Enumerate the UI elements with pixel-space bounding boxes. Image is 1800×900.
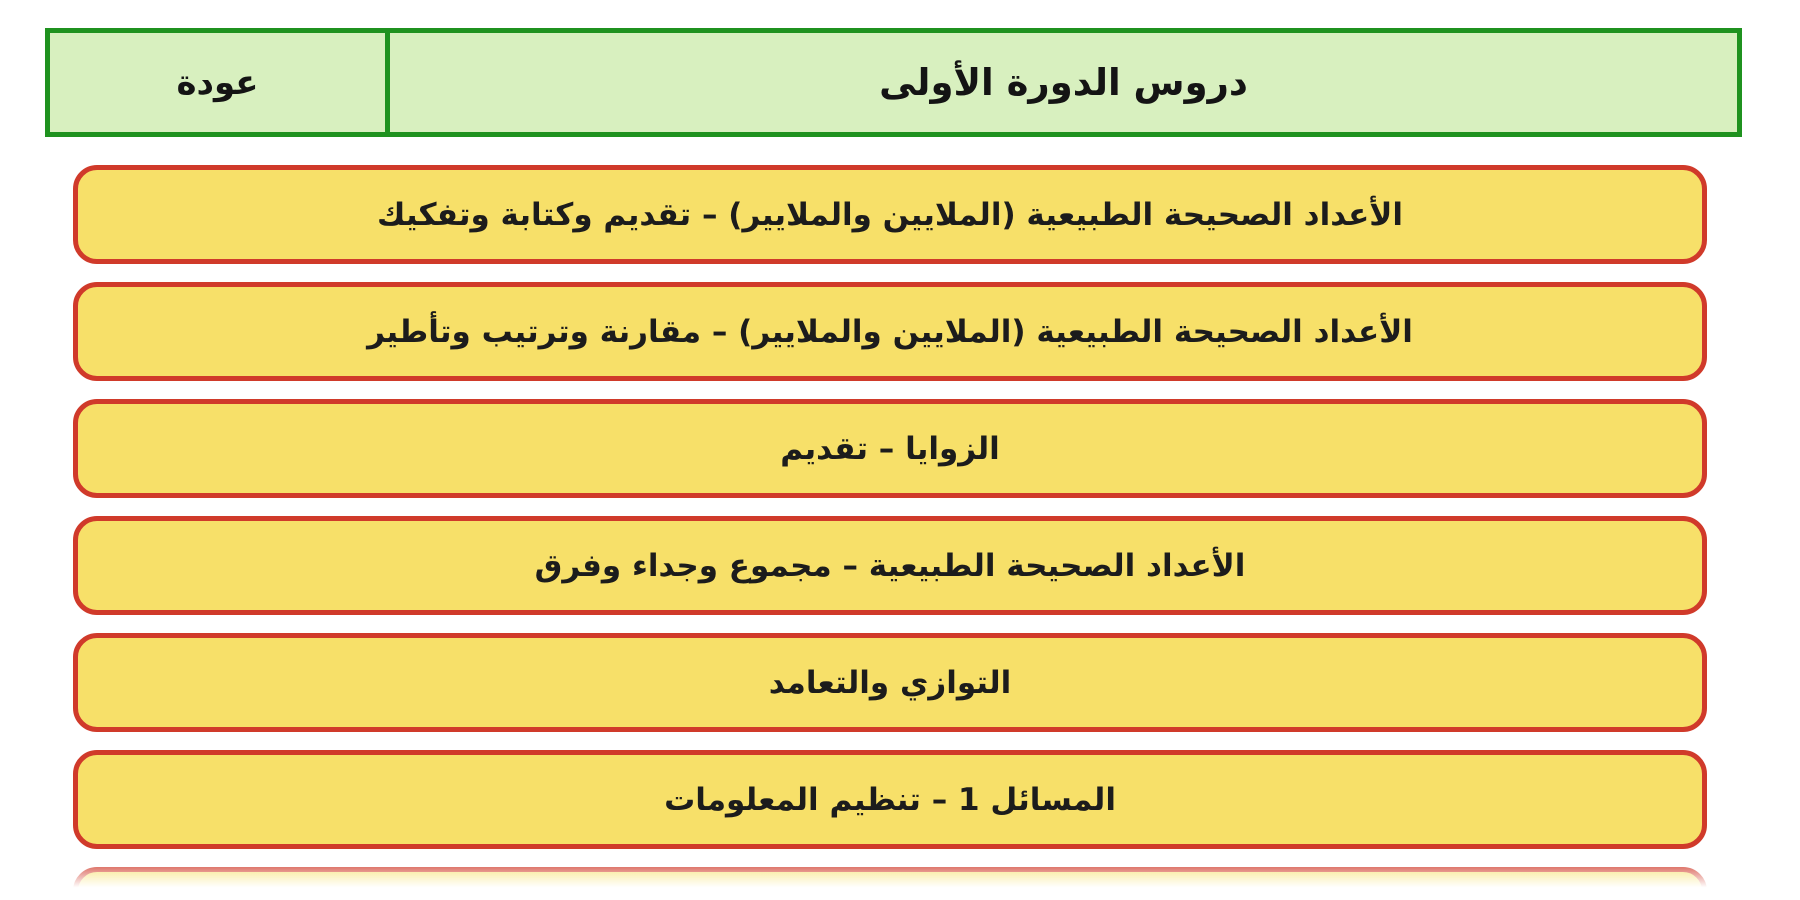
lesson-button-4[interactable] <box>73 516 1707 615</box>
lesson-list <box>73 165 1707 900</box>
lesson-button-label: المسائل 1 – تنظيم المعلومات <box>664 781 1116 818</box>
lesson-button-2[interactable] <box>73 282 1707 381</box>
lesson-button-label: الأعداد الصحيحة الطبيعية (الملايين والملايير) – مقارنة وترتيب وتأطير <box>367 313 1413 350</box>
lesson-button-6[interactable] <box>73 750 1707 849</box>
lesson-button-1[interactable] <box>73 165 1707 264</box>
header-bar <box>45 28 1742 137</box>
back-button[interactable] <box>50 33 385 132</box>
lesson-button-label: الزوايا – تقديم <box>780 430 1000 467</box>
lesson-button-3[interactable] <box>73 399 1707 498</box>
page-title: دروس الدورة الأولى <box>879 61 1248 104</box>
lesson-button-7-partial[interactable] <box>73 867 1707 900</box>
back-button-label: عودة <box>176 62 259 103</box>
lesson-button-label: الأعداد الصحيحة الطبيعية (الملايين والملايير) – تقديم وكتابة وتفكيك <box>377 196 1403 233</box>
lesson-button-label: الأعداد الصحيحة الطبيعية – مجموع وجداء وفرق <box>534 547 1246 584</box>
header-title-cell <box>385 33 1737 132</box>
lesson-button-5[interactable] <box>73 633 1707 732</box>
lesson-button-label: التوازي والتعامد <box>768 664 1012 701</box>
